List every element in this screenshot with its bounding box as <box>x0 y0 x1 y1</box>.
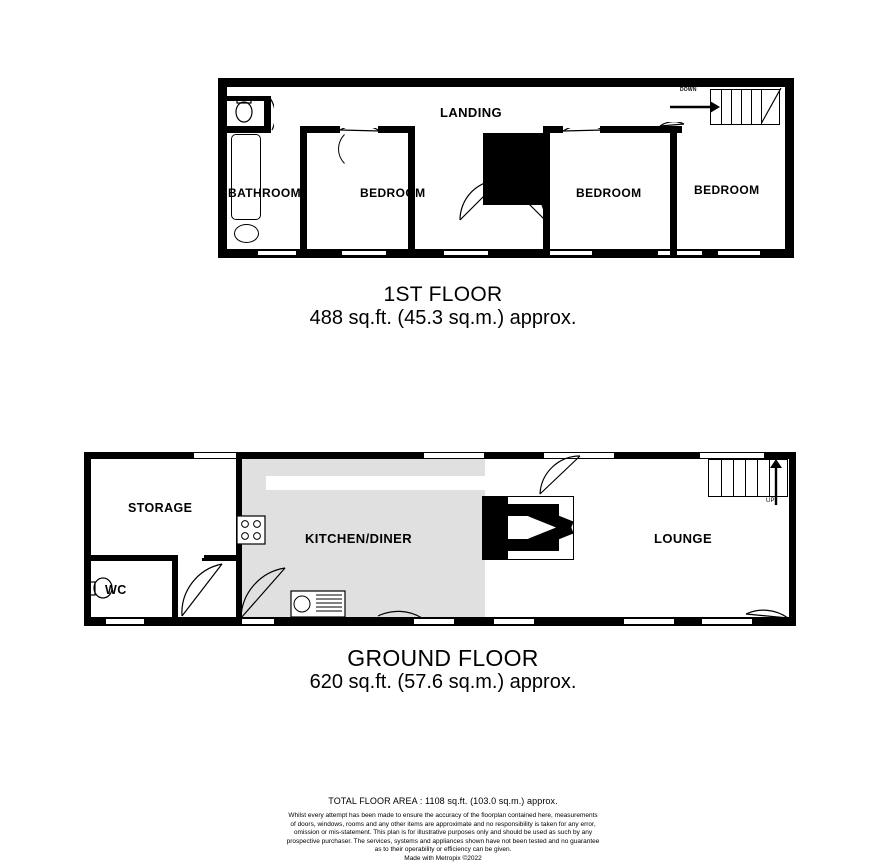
stair-bulkhead <box>483 133 545 205</box>
ground-floor-area: 620 sq.ft. (57.6 sq.m.) approx. <box>309 671 577 693</box>
internal-wall <box>300 126 307 258</box>
stairs-direction-label: UP <box>766 498 775 504</box>
window <box>700 453 764 458</box>
footer <box>0 796 886 864</box>
wall-left <box>218 78 227 258</box>
internal-wall-wc-top <box>84 555 178 561</box>
room-label-bathroom: BATHROOM <box>228 186 301 200</box>
window <box>494 619 534 624</box>
window <box>548 251 592 255</box>
toilet <box>231 97 259 127</box>
door-swing <box>658 122 688 152</box>
stairs-down-arrow <box>670 100 720 114</box>
fireplace <box>482 496 574 560</box>
window <box>194 453 240 458</box>
disclaimer-line: as to their operability or efficiency can be given. <box>374 846 512 854</box>
window <box>624 619 674 624</box>
room-label-bedroom-3: BEDROOM <box>694 183 760 197</box>
disclaimer-line: omission or mis-statement. This plan is for illustrative purposes only and should be used as such by any <box>293 829 593 837</box>
staircase-down <box>710 89 780 125</box>
door-jamb <box>202 558 222 561</box>
room-label-storage: STORAGE <box>128 501 193 515</box>
landing-partition <box>300 126 340 133</box>
first-floor-title: 1ST FLOOR <box>383 283 503 306</box>
stairs-direction-label: DOWN <box>680 87 697 93</box>
first-floor-area: 488 sq.ft. (45.3 sq.m.) approx. <box>309 307 577 329</box>
door-swing <box>538 454 582 498</box>
landing-partition <box>378 126 415 133</box>
hob <box>236 515 266 545</box>
wall-right <box>789 452 796 626</box>
room-label-lounge: LOUNGE <box>654 531 713 546</box>
door-swing <box>376 570 424 620</box>
window <box>718 251 760 255</box>
kitchen-floor-fill <box>240 458 485 476</box>
room-label-landing: LANDING <box>440 105 503 120</box>
internal-wall-wc-side <box>172 555 178 626</box>
wall-right <box>785 78 794 258</box>
disclaimer-line: of doors, windows, rooms and any other items are approximate and no responsibility is taken for any error, <box>290 820 596 828</box>
window <box>444 251 488 255</box>
door-swing <box>239 562 289 620</box>
ground-floor-title: GROUND FLOOR <box>347 645 539 671</box>
kitchen-sink <box>290 590 346 618</box>
landing-partition <box>543 126 563 133</box>
metropix-credit: Made with Metropix ©2022 <box>404 854 482 862</box>
window <box>342 251 386 255</box>
ground-floor-plan <box>84 452 796 627</box>
room-label-wc: WC <box>105 583 127 597</box>
total-floor-area: TOTAL FLOOR AREA : 1108 sq.ft. (103.0 sq.m.) approx. <box>328 796 558 806</box>
first-floor-plan <box>218 78 794 258</box>
window <box>658 251 702 255</box>
door-swing <box>744 574 790 620</box>
disclaimer-line: prospective purchaser. The services, systems and appliances shown have not been tested and no guarantee <box>286 837 600 845</box>
room-label-bedroom-2: BEDROOM <box>576 186 642 200</box>
disclaimer-line: Whilst every attempt has been made to ensure the accuracy of the floorplan contained here, measurements <box>288 812 598 819</box>
disclaimer <box>0 812 886 864</box>
bathtub <box>231 134 261 220</box>
door-swing <box>180 560 226 618</box>
room-label-kitchen-diner: KITCHEN/DINER <box>305 531 413 546</box>
window <box>106 619 144 624</box>
door-swing <box>561 128 606 173</box>
wall-top <box>218 78 794 87</box>
room-label-bedroom-1: BEDROOM <box>360 186 426 200</box>
door-swing <box>338 128 383 173</box>
window <box>424 453 484 458</box>
window <box>258 251 296 255</box>
sink <box>234 224 259 243</box>
